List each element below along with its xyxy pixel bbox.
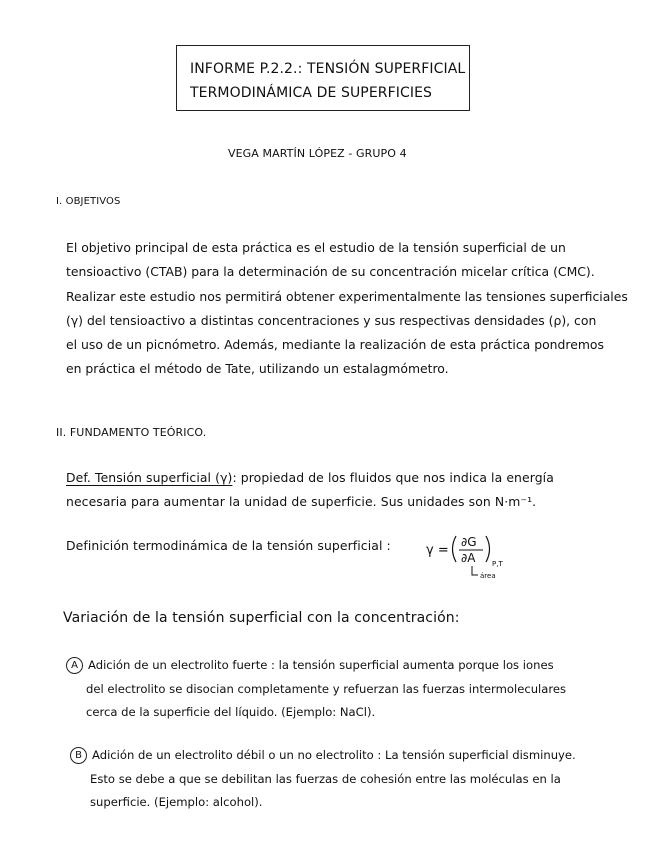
definition-line-1: [66, 470, 554, 485]
formula-annotation-arrow: [472, 566, 478, 575]
thermodynamic-definition-label: Definición termodinámica de la tensión superficial :: [66, 538, 391, 553]
formula-numerator: ∂G: [461, 535, 477, 549]
objectives-line: Realizar este estudio nos permitirá obtener experimentalmente las tensiones superficiales: [66, 288, 628, 304]
title-box: [176, 45, 470, 111]
item-line: Esto se debe a que se debilitan las fuerzas de cohesión entre las moléculas en la: [90, 771, 561, 786]
formula-subscript: P,T: [492, 560, 503, 568]
item-marker: B: [70, 747, 87, 764]
formula-denominator: ∂A: [461, 551, 476, 565]
list-item: [70, 744, 576, 815]
objectives-line: en práctica el método de Tate, utilizando un estalagmómetro.: [66, 361, 449, 377]
objectives-paragraph: [66, 236, 626, 382]
definition-term: Def. Tensión superficial (γ): [66, 470, 233, 485]
theory-heading: II. FUNDAMENTO TEÓRICO.: [56, 426, 207, 439]
objectives-line: tensioactivo (CTAB) para la determinación de su concentración micelar crítica (CMC).: [66, 264, 595, 280]
formula-right-paren: [486, 536, 490, 562]
item-line: superficie. (Ejemplo: alcohol).: [90, 795, 263, 810]
objectives-line: El objetivo principal de esta práctica es el estudio de la tensión superficial de un: [66, 240, 566, 255]
objectives-heading: I. OBJETIVOS: [56, 196, 121, 207]
item-line: cerca de la superficie del líquido. (Ejemplo: NaCl).: [86, 705, 376, 720]
formula-lhs: γ =: [426, 543, 449, 558]
item-line: del electrolito se disocian completamente y refuerzan las fuerzas intermoleculares: [86, 681, 567, 696]
item-line: Adición de un electrolito débil o un no electrolito : La tensión superficial disminuye.: [92, 748, 576, 762]
definition-line-2: necesaria para aumentar la unidad de superficie. Sus unidades son N·m⁻¹.: [66, 494, 537, 509]
author-line: VEGA MARTÍN LÓPEZ - GRUPO 4: [228, 147, 407, 160]
objectives-line: (γ) del tensioactivo a distintas concentraciones y sus respectivas densidades (ρ), con: [66, 312, 597, 328]
item-line: Adición de un electrolito fuerte : la tensión superficial aumenta porque los iones: [88, 658, 554, 672]
objectives-line: el uso de un picnómetro. Además, mediante la realización de esta práctica pondremos: [66, 337, 604, 353]
variation-heading: Variación de la tensión superficial con la concentración:: [63, 610, 460, 626]
report-title-line-2: TERMODINÁMICA DE SUPERFICIES: [190, 85, 433, 101]
surface-tension-formula: [426, 528, 526, 586]
list-item: [66, 654, 566, 725]
formula-left-paren: [453, 536, 457, 562]
definition-text: : propiedad de los fluidos que nos indica la energía: [232, 470, 554, 485]
formula-annotation: área: [480, 572, 496, 580]
item-marker: A: [66, 657, 83, 674]
report-title-line-1: INFORME P.2.2.: TENSIÓN SUPERFICIAL: [190, 61, 466, 77]
